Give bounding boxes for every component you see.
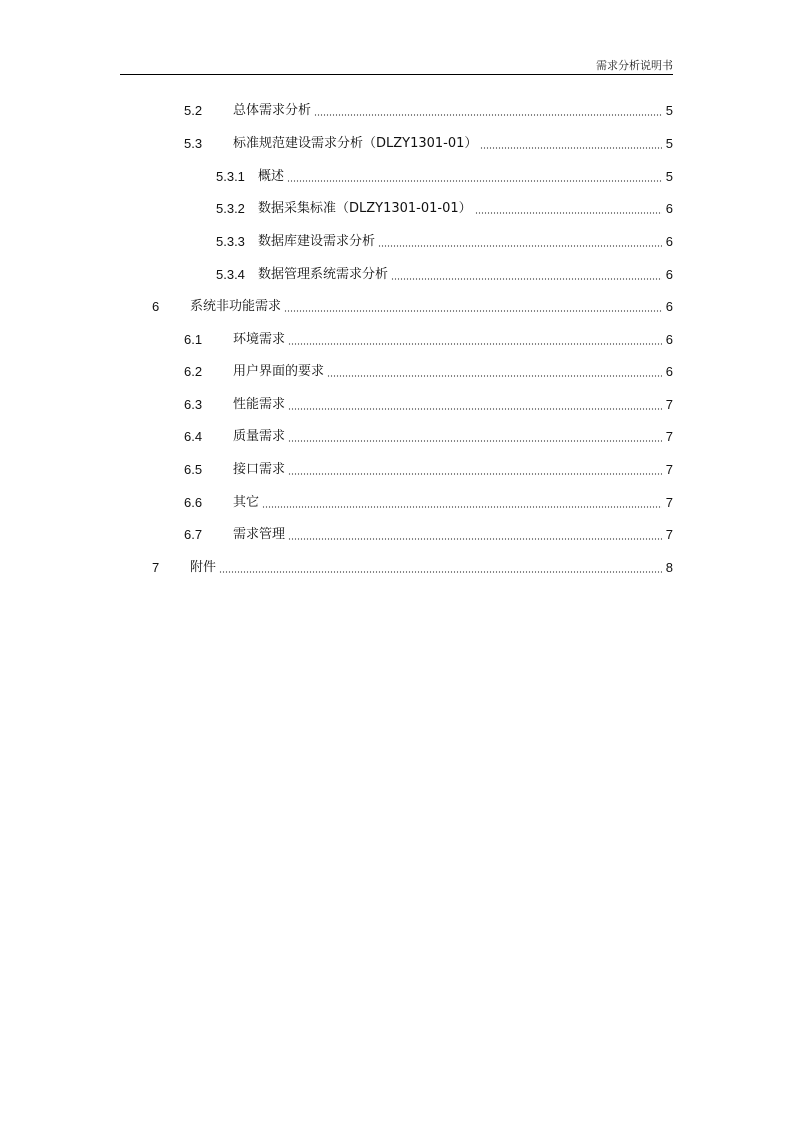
toc-entry-title: 数据采集标准（DLZY1301-01-01） (258, 201, 472, 216)
toc-entry-title: 环境需求 (233, 332, 286, 347)
toc-entry-title: 数据库建设需求分析 (258, 234, 376, 249)
toc-dot-leader (288, 473, 662, 475)
toc-entry-page: 6 (665, 364, 673, 379)
toc-entry-page: 6 (665, 332, 673, 347)
toc-entry-number: 6.3 (184, 397, 203, 412)
toc-entry-number: 6.7 (184, 527, 203, 542)
toc-entry-number: 5.3.4 (216, 267, 245, 282)
toc-dot-leader (475, 212, 662, 214)
toc-entry-number: 6 (152, 299, 160, 314)
toc-dot-leader (288, 538, 662, 540)
toc-entry-number: 6.2 (184, 364, 203, 379)
toc-dot-leader (378, 245, 662, 247)
toc-entry-number: 6.4 (184, 429, 203, 444)
toc-dot-leader (287, 180, 662, 182)
toc-entry[interactable] (184, 493, 673, 513)
toc-entry-page: 5 (665, 136, 673, 151)
toc-entry[interactable] (184, 460, 673, 480)
toc-entry-number: 6.5 (184, 462, 203, 477)
toc-dot-leader (288, 440, 662, 442)
toc-dot-leader (480, 147, 662, 149)
toc-entry[interactable] (216, 265, 673, 285)
toc-entry-page: 6 (665, 201, 673, 216)
page-header (120, 56, 673, 75)
toc-entry-number: 5.2 (184, 103, 203, 118)
toc-entry[interactable] (184, 134, 673, 154)
toc-entry-title: 质量需求 (233, 429, 286, 444)
toc-entry-page: 7 (665, 429, 673, 444)
toc-dot-leader (288, 408, 662, 410)
toc-entry-page: 7 (665, 462, 673, 477)
toc-entry[interactable] (184, 362, 673, 382)
toc-entry-number: 7 (152, 560, 160, 575)
toc-entry-title: 系统非功能需求 (190, 299, 282, 314)
toc-dot-leader (288, 343, 662, 345)
toc-entry[interactable] (152, 297, 673, 317)
toc-entry-title: 性能需求 (233, 397, 286, 412)
toc-entry[interactable] (216, 199, 673, 219)
toc-dot-leader (327, 375, 662, 377)
toc-entry[interactable] (216, 232, 673, 252)
toc-entry[interactable] (184, 330, 673, 350)
toc-dot-leader (284, 310, 662, 312)
toc-entry-number: 5.3.1 (216, 169, 245, 184)
toc-dot-leader (391, 278, 662, 280)
toc-entry-number: 6.6 (184, 495, 203, 510)
toc-entry-title: 标准规范建设需求分析（DLZY1301-01） (233, 136, 478, 151)
toc-entry-page: 6 (665, 267, 673, 282)
toc-dot-leader (314, 114, 662, 116)
toc-entry-number: 5.3 (184, 136, 203, 151)
toc-entry-page: 5 (665, 103, 673, 118)
toc-entry-page: 7 (665, 495, 673, 510)
toc-entry-page: 7 (665, 397, 673, 412)
toc-entry-number: 6.1 (184, 332, 203, 347)
toc-dot-leader (219, 571, 662, 573)
toc-entry-title: 需求管理 (233, 527, 286, 542)
toc-entry-page: 6 (665, 234, 673, 249)
toc-entry[interactable] (152, 558, 673, 578)
toc-entry-number: 5.3.3 (216, 234, 245, 249)
toc-entry-title: 接口需求 (233, 462, 286, 477)
toc-entry-page: 8 (665, 560, 673, 575)
toc-entry[interactable] (184, 427, 673, 447)
toc-entry-number: 5.3.2 (216, 201, 245, 216)
toc-entry[interactable] (184, 395, 673, 415)
toc-entry-page: 5 (665, 169, 673, 184)
toc-dot-leader (262, 506, 662, 508)
toc-entry-title: 附件 (190, 560, 217, 575)
toc-entry[interactable] (184, 525, 673, 545)
toc-entry-page: 6 (665, 299, 673, 314)
header-title: 需求分析说明书 (596, 59, 673, 72)
toc-entry-title: 用户界面的要求 (233, 364, 325, 379)
toc-entry-title: 概述 (258, 169, 285, 184)
toc-entry-title: 总体需求分析 (233, 103, 312, 118)
toc-entry[interactable] (216, 167, 673, 187)
toc-entry-title: 数据管理系统需求分析 (258, 267, 389, 282)
toc-entry-title: 其它 (233, 495, 260, 510)
toc-entry[interactable] (184, 101, 673, 121)
toc-entry-page: 7 (665, 527, 673, 542)
